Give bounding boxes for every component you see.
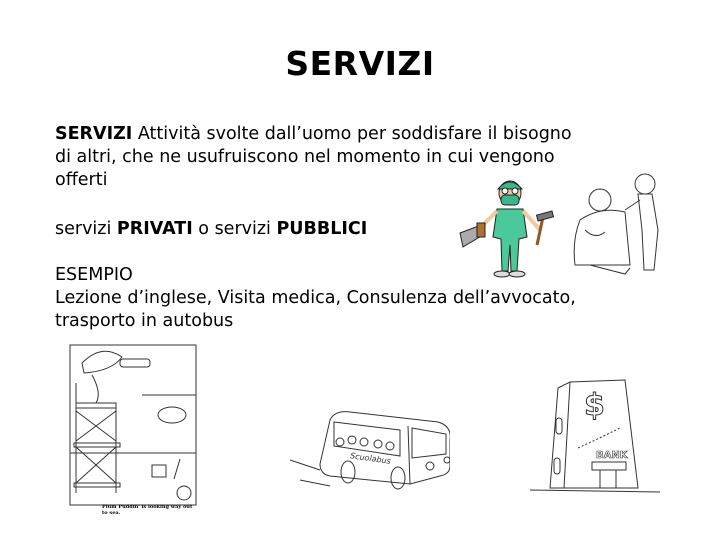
slide-title: SERVIZI	[285, 44, 435, 83]
lifeguard-caption: Plum Puddin' is looking way out to sea.	[102, 504, 193, 516]
definition-text-3: offerti	[55, 170, 108, 190]
definition-text-2: di altri, che ne usufruiscono nel momento in cui vengono	[55, 147, 555, 167]
dollar-sign: $	[584, 388, 605, 423]
public-label: PUBBLICI	[276, 219, 368, 239]
types-prefix: servizi	[55, 219, 117, 239]
lifeguard-illustration	[62, 343, 198, 515]
barber-illustration	[570, 170, 680, 282]
bank-sign: BANK	[596, 450, 628, 461]
example-line-2: trasporto in autobus	[55, 311, 234, 331]
bank-illustration	[530, 378, 660, 498]
worker-illustration	[455, 175, 565, 287]
private-label: PRIVATI	[116, 219, 193, 239]
definition-text-1: Attività svolte dall’uomo per soddisfare il bisogno	[132, 124, 572, 144]
example-line-1: Lezione d’inglese, Visita medica, Consulenza dell’avvocato,	[55, 288, 576, 308]
example-heading: ESEMPIO	[55, 265, 133, 285]
bus-label: Scuolabus	[349, 451, 392, 466]
bus-illustration	[290, 400, 450, 496]
definition-term: SERVIZI	[55, 124, 133, 144]
types-middle: o servizi	[192, 219, 277, 239]
service-types	[55, 218, 367, 241]
